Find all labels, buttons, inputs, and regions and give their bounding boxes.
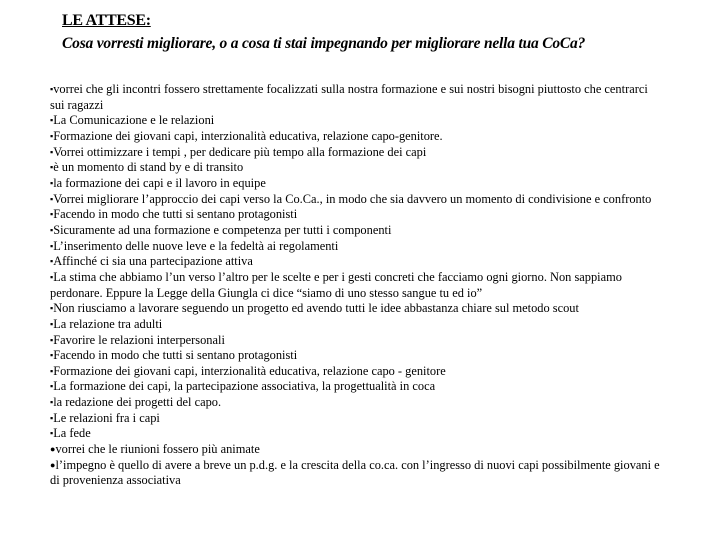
- list-item: [50, 333, 660, 349]
- list-item: [50, 207, 660, 223]
- list-item: [50, 395, 660, 411]
- list-item: [50, 192, 660, 208]
- list-item: [50, 113, 660, 129]
- bullet-icon: ▪: [50, 224, 54, 235]
- list-item-text: Le relazioni fra i capi: [53, 410, 160, 425]
- bullet-icon: ▪: [50, 412, 54, 423]
- list-item: [50, 254, 660, 270]
- list-item-text: Favorire le relazioni interpersonali: [53, 332, 225, 347]
- list-item: [50, 223, 660, 239]
- list-item: [50, 129, 660, 145]
- list-item: [50, 458, 660, 489]
- list-item-text: Facendo in modo che tutti si sentano protagonisti: [53, 348, 298, 363]
- list-item: [50, 239, 660, 255]
- list-item-text: Formazione dei giovani capi, interzionalità educativa, relazione capo - genitore: [53, 363, 446, 378]
- bullet-icon: ▪: [50, 130, 54, 141]
- bullet-icon: ▪: [50, 397, 54, 408]
- list-item-text: Sicuramente ad una formazione e competenza per tutti i componenti: [53, 222, 392, 237]
- list-item-text: La fede: [53, 426, 91, 441]
- list-item-text: vorrei che le riunioni fossero più animate: [55, 442, 260, 457]
- list-item-text: l’impegno è quello di avere a breve un p.d.g. e la crescita della co.ca. con l’ingresso di nuovi capi possibilmente giovani e di provenienza associativa: [50, 457, 660, 488]
- slide-title: LE ATTESE:: [62, 12, 151, 29]
- bullet-icon: ▪: [50, 271, 54, 282]
- bullet-icon: ▪: [50, 240, 54, 251]
- bullet-icon: ▪: [50, 209, 54, 220]
- bullet-icon: ▪: [50, 84, 54, 94]
- list-item: [50, 176, 660, 192]
- bullet-icon: ▪: [50, 381, 54, 392]
- list-item-text: Formazione dei giovani capi, interzionalità educativa, relazione capo-genitore.: [53, 128, 443, 143]
- list-item-text: Vorrei ottimizzare i tempi , per dedicare più tempo alla formazione dei capi: [53, 144, 427, 159]
- list-item-text: la formazione dei capi e il lavoro in equipe: [53, 175, 266, 190]
- list-item: [50, 379, 660, 395]
- list-item-text: La stima che abbiamo l’un verso l’altro per le scelte e per i gesti concreti che facciamo ogni giorno. Non sappiamo perdonare. Eppure la Legge della Giungla ci dice “siamo di uno stesso sangue tu ed io”: [50, 269, 622, 300]
- list-item: [50, 160, 660, 176]
- bullet-icon: ▪: [50, 318, 54, 329]
- list-item: [50, 82, 660, 113]
- list-item-text: Affinché ci sia una partecipazione attiva: [53, 254, 253, 269]
- list-item: [50, 317, 660, 333]
- list-item-text: Non riusciamo a lavorare seguendo un progetto ed avendo tutti le idee abbastanza chiare sul metodo scout: [53, 301, 579, 316]
- bullet-icon: ●: [50, 459, 56, 470]
- list-item-text: la redazione dei progetti del capo.: [53, 395, 222, 410]
- bullet-icon: ▪: [50, 193, 54, 204]
- bullet-icon: ●: [50, 444, 56, 455]
- bullet-icon: ▪: [50, 303, 54, 314]
- list-item: [50, 411, 660, 427]
- list-item: [50, 301, 660, 317]
- list-item: [50, 145, 660, 161]
- bullet-icon: ▪: [50, 334, 54, 345]
- bullet-icon: ▪: [50, 350, 54, 361]
- bullet-icon: ▪: [50, 365, 54, 376]
- list-item-text: Facendo in modo che tutti si sentano protagonisti: [53, 207, 298, 222]
- list-item-text: Vorrei migliorare l’approccio dei capi verso la Co.Ca., in modo che sia davvero un momento di condivisione e confronto: [53, 191, 652, 206]
- bullet-icon: ▪: [50, 256, 54, 267]
- list-item-text: vorrei che gli incontri fossero strettamente focalizzati sulla nostra formazione e sui nostri bisogni piuttosto che centrarci sui ragazzi: [50, 82, 648, 112]
- list-item: [50, 442, 660, 458]
- bullet-icon: ▪: [50, 115, 54, 126]
- list-item-text: La formazione dei capi, la partecipazione associativa, la progettualità in coca: [53, 379, 436, 394]
- list-item-text: L’inserimento delle nuove leve e la fedeltà ai regolamenti: [53, 238, 339, 253]
- list-item-text: La relazione tra adulti: [53, 316, 163, 331]
- list-item: [50, 426, 660, 442]
- bullet-icon: ▪: [50, 162, 54, 173]
- list-item-text: è un momento di stand by e di transito: [53, 160, 244, 175]
- bullet-icon: ▪: [50, 177, 54, 188]
- bullet-icon: ▪: [50, 146, 54, 157]
- bullet-icon: ▪: [50, 428, 54, 439]
- list-item: [50, 270, 660, 301]
- list-item: [50, 364, 660, 380]
- list-item-text: La Comunicazione e le relazioni: [53, 113, 215, 128]
- slide-subtitle: Cosa vorresti migliorare, o a cosa ti stai impegnando per migliorare nella tua CoCa?: [62, 35, 586, 52]
- list-item: [50, 348, 660, 364]
- responses-list: [50, 82, 660, 489]
